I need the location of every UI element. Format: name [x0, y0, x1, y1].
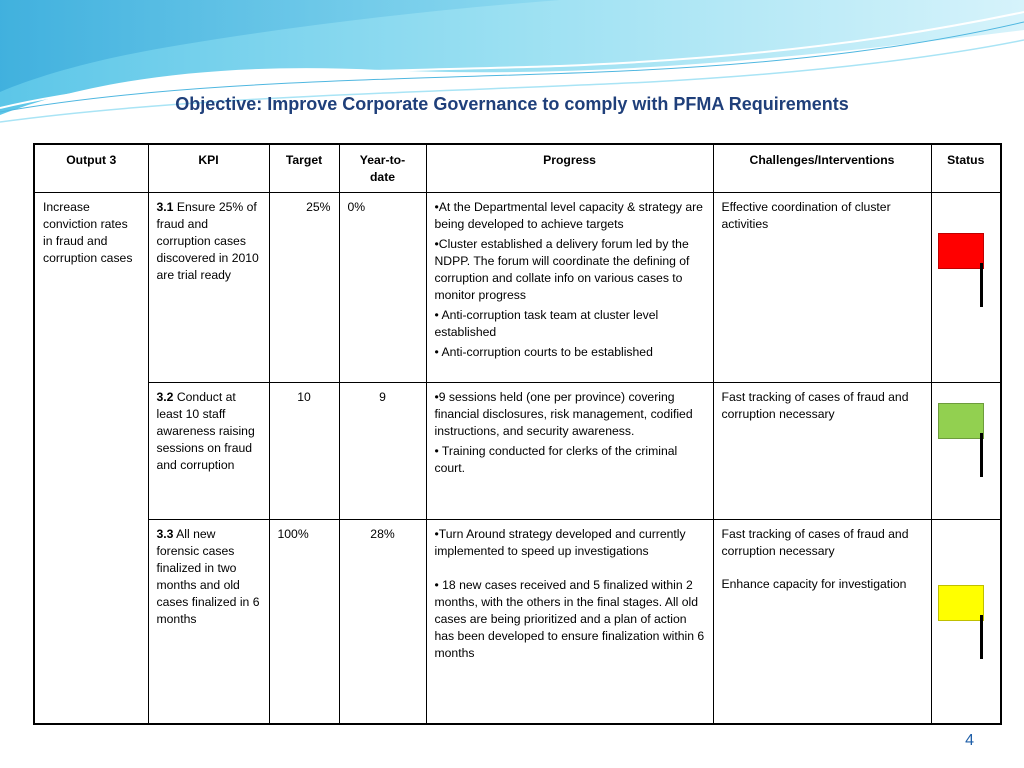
header-status: Status: [931, 144, 1001, 193]
progress-cell: [426, 193, 713, 383]
challenges-cell: [713, 520, 931, 725]
kpi-table: [33, 143, 1002, 725]
kpi-code: 3.3: [156, 527, 174, 541]
slide-title: Objective: Improve Corporate Governance to comply with PFMA Requirements: [175, 94, 849, 114]
flag-pole: [980, 263, 983, 307]
status-flag-icon: [938, 585, 986, 665]
flag-cloth: [938, 585, 984, 621]
progress-item: • 18 new cases received and 5 finalized within 2 months, with the others in the final stages. All old cases are being prioritized and a plan of action has been developed to ensure finalization within 6 months: [434, 578, 705, 660]
ytd-cell: 9: [339, 383, 426, 520]
target-cell: 25%: [269, 193, 339, 383]
flag-pole: [980, 433, 983, 477]
target-cell: 100%: [269, 520, 339, 725]
kpi-cell: [148, 520, 269, 725]
table-row: [34, 520, 1001, 725]
kpi-cell: [148, 383, 269, 520]
ytd-cell: 28%: [339, 520, 426, 725]
progress-item: • Anti-corruption task team at cluster level established: [434, 308, 659, 339]
header-progress: Progress: [426, 144, 713, 193]
challenges-cell: [713, 193, 931, 383]
target-cell: 10: [269, 383, 339, 520]
status-cell: [931, 383, 1001, 520]
kpi-code: 3.1: [156, 200, 174, 214]
output-label: Increase conviction rates in fraud and corruption cases: [34, 193, 148, 725]
challenge-item: Enhance capacity for investigation: [721, 577, 907, 591]
progress-item: •Cluster established a delivery forum led by the NDPP. The forum will coordinate the defining of corruption and collate info on various cases to monitor progress: [434, 237, 690, 302]
table-row: [34, 193, 1001, 383]
progress-cell: [426, 520, 713, 725]
progress-cell: [426, 383, 713, 520]
kpi-text: All new forensic cases finalized in two months and old cases finalized in 6 months: [156, 527, 260, 626]
table-row: [34, 383, 1001, 520]
header-kpi: KPI: [148, 144, 269, 193]
challenge-item: Fast tracking of cases of fraud and corruption necessary: [721, 527, 909, 558]
kpi-code: 3.2: [156, 390, 174, 404]
flag-cloth: [938, 233, 984, 269]
progress-item: • Anti-corruption courts to be established: [434, 345, 653, 359]
header-target: Target: [269, 144, 339, 193]
kpi-text: Conduct at least 10 staff awareness raising sessions on fraud and corruption: [156, 390, 255, 472]
progress-item: •At the Departmental level capacity & strategy are being developed to achieve targets: [434, 200, 703, 231]
page-number: 4: [965, 732, 974, 749]
status-cell: [931, 193, 1001, 383]
header-challenges: Challenges/Interventions: [713, 144, 931, 193]
challenges-cell: [713, 383, 931, 520]
status-cell: [931, 520, 1001, 725]
flag-pole: [980, 615, 983, 659]
header-ytd: Year-to-date: [339, 144, 426, 193]
table-header-row: [34, 144, 1001, 193]
kpi-cell: [148, 193, 269, 383]
progress-item: • Training conducted for clerks of the criminal court.: [434, 444, 678, 475]
status-flag-icon: [938, 233, 986, 313]
ytd-cell: 0%: [339, 193, 426, 383]
status-flag-icon: [938, 403, 986, 483]
challenge-item: Fast tracking of cases of fraud and corruption necessary: [721, 390, 909, 421]
flag-cloth: [938, 403, 984, 439]
kpi-text: Ensure 25% of fraud and corruption cases discovered in 2010 are trial ready: [156, 200, 259, 282]
header-output: Output 3: [34, 144, 148, 193]
challenge-item: Effective coordination of cluster activities: [721, 200, 891, 231]
progress-item: •Turn Around strategy developed and currently implemented to speed up investigations: [434, 527, 686, 558]
progress-item: •9 sessions held (one per province) covering financial disclosures, risk management, codified instructions, and security awareness.: [434, 390, 693, 438]
